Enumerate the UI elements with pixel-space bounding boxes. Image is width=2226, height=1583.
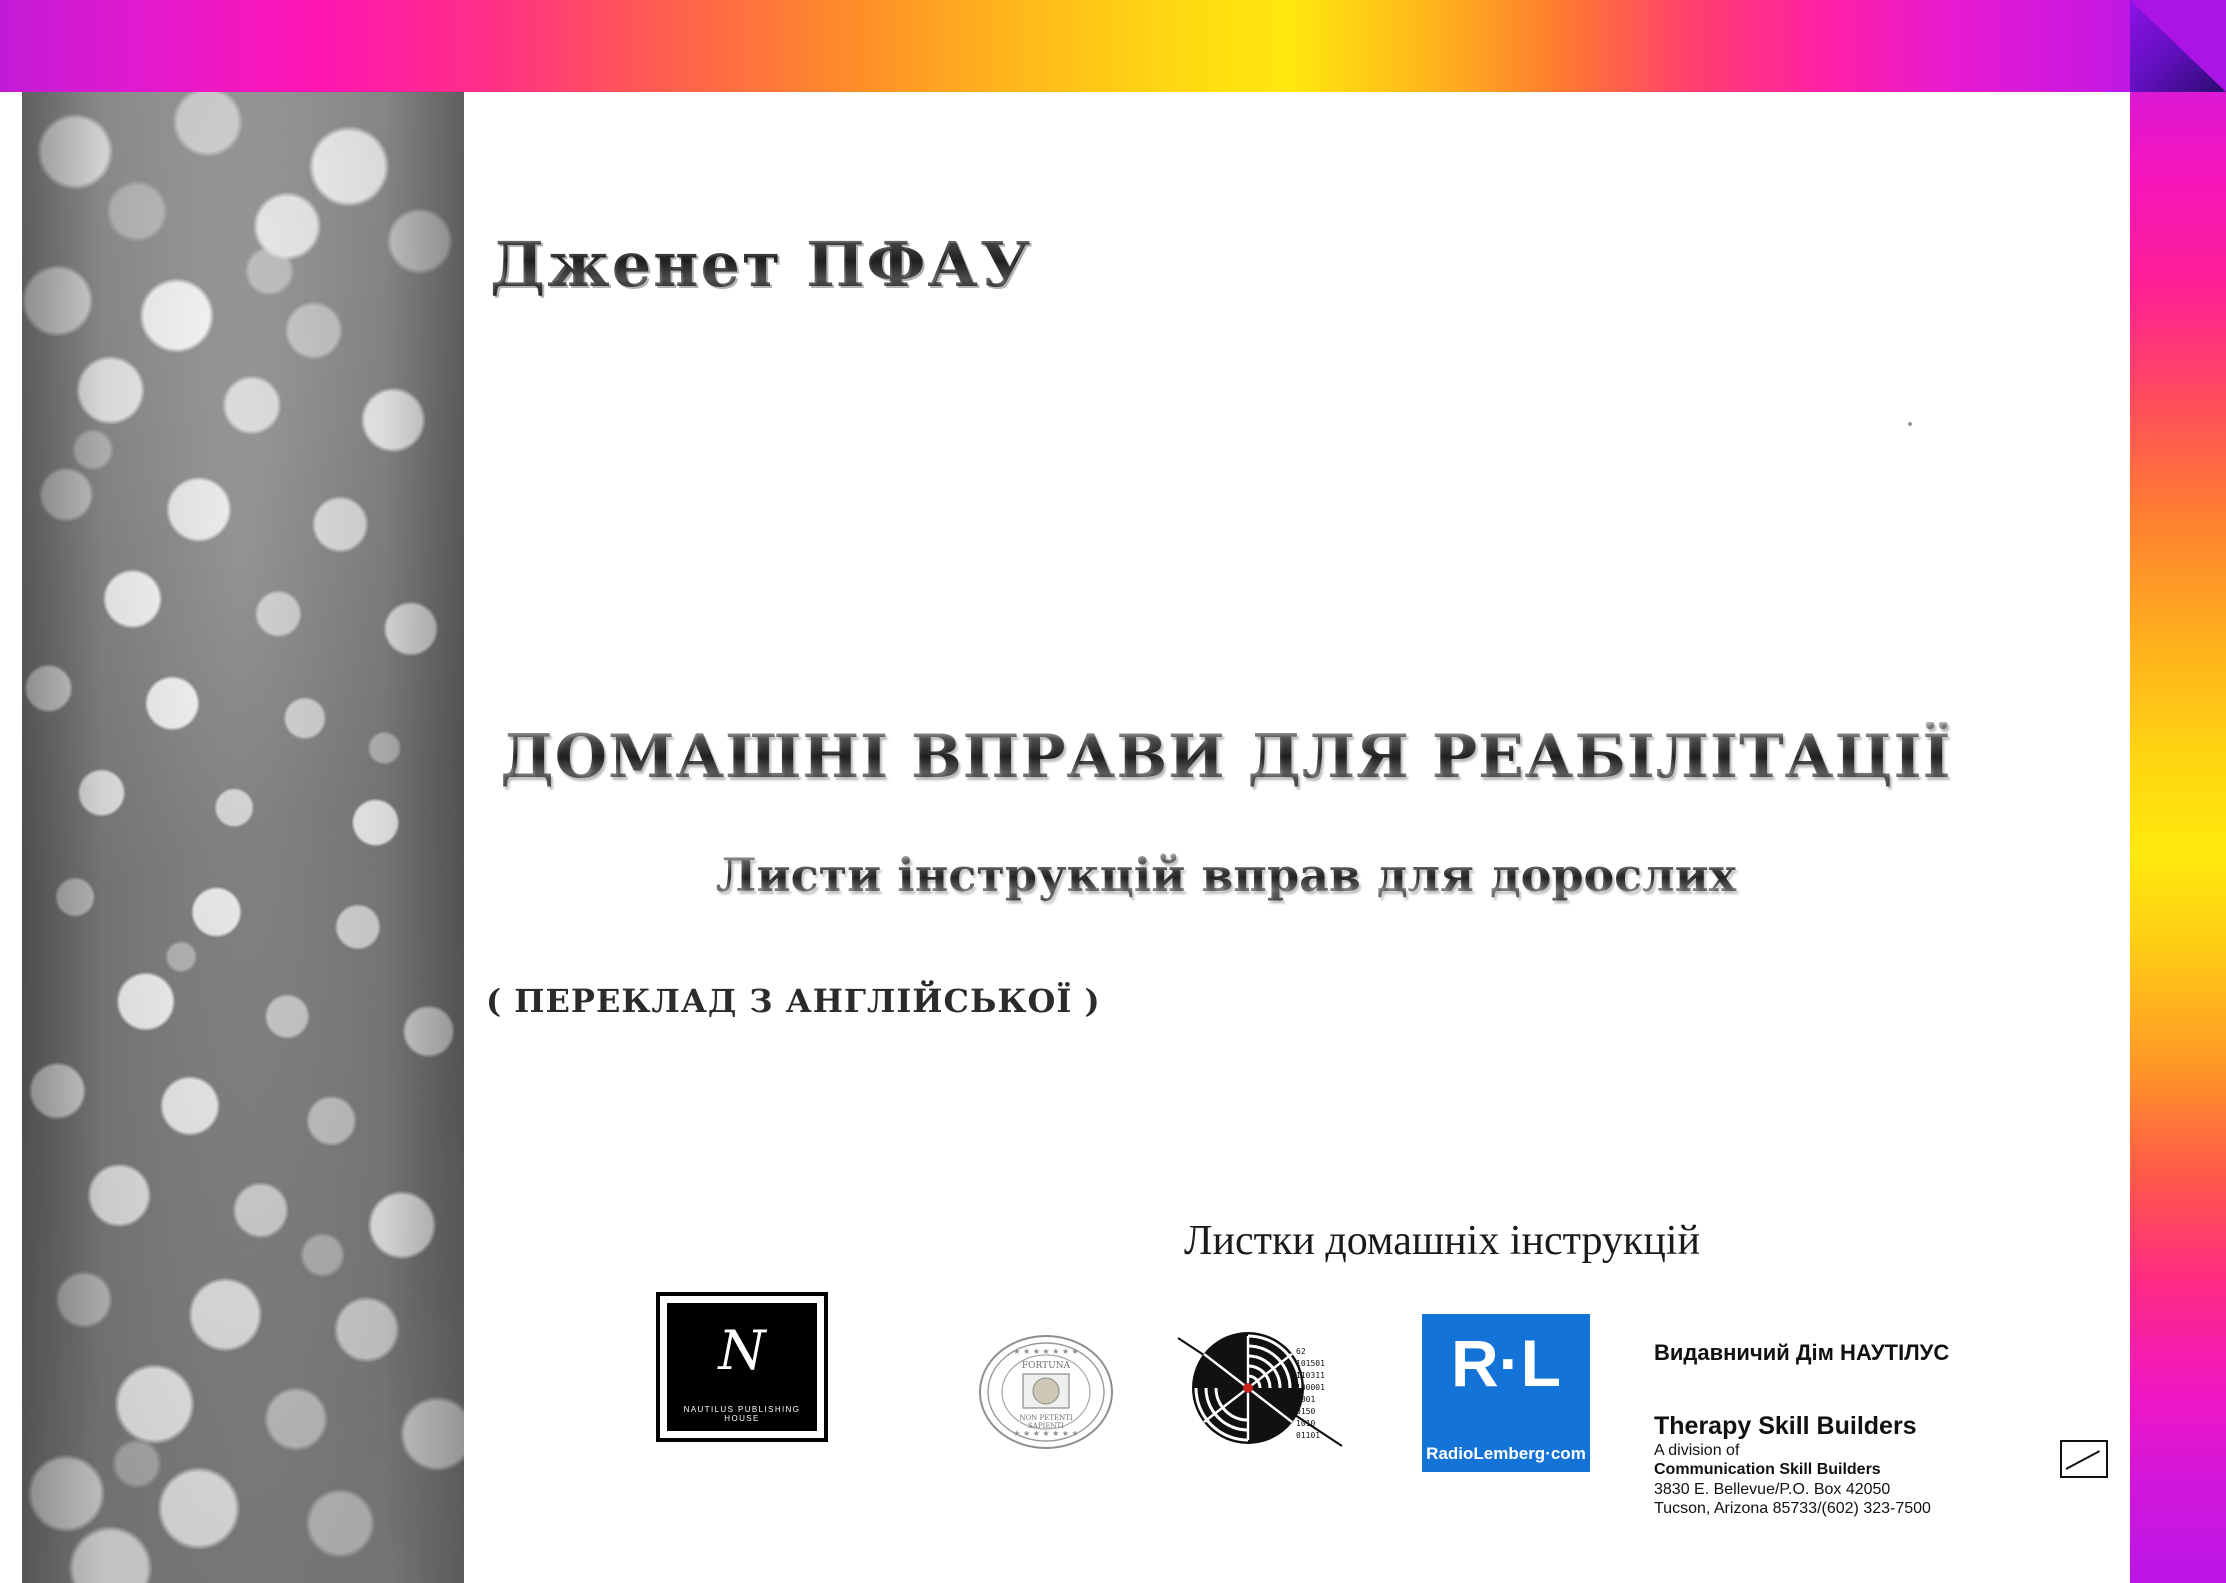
subtitle: Листи інструкцій вправ для дорослих	[476, 848, 1976, 902]
svg-text:SAPIENTI: SAPIENTI	[1028, 1422, 1064, 1430]
imprint-line-3: Tucson, Arizona 85733/(602) 323-7500	[1654, 1500, 1931, 1518]
svg-text:100001: 100001	[1296, 1383, 1325, 1392]
imprint-line-1: Communication Skill Builders	[1654, 1461, 1881, 1479]
nautilus-publishing-logo	[656, 1292, 828, 1442]
nautilus-monogram: N	[718, 1319, 766, 1382]
cover-content	[464, 92, 2130, 1583]
fortuna-seal-icon	[976, 1332, 1116, 1452]
imprint-line-0: A division of	[1654, 1441, 1740, 1459]
radiolemberg-mark	[1422, 1314, 1590, 1436]
nautilus-shell-icon	[1174, 1324, 1346, 1456]
translation-note: ( ПЕРЕКЛАД З АНГЛІЙСЬКОЇ )	[486, 982, 1101, 1020]
svg-text:1010: 1010	[1296, 1419, 1316, 1428]
imprint-line-2: 3830 E. Bellevue/P.O. Box 42050	[1654, 1480, 1891, 1498]
nautilus-logo-inner	[667, 1303, 817, 1431]
imprint-title: Therapy Skill Builders	[1654, 1412, 1917, 1440]
gravel-photo	[22, 92, 464, 1583]
svg-text:FORTUNA: FORTUNA	[1021, 1361, 1071, 1371]
svg-text:01101: 01101	[1296, 1431, 1321, 1440]
svg-text:101501: 101501	[1296, 1359, 1325, 1368]
svg-text:62: 62	[1296, 1347, 1306, 1356]
imprint-block	[1654, 1412, 2074, 1519]
stray-dot-artifact	[1908, 422, 1912, 426]
corner-notch-decoration	[2130, 0, 2226, 92]
radiolemberg-caption: RadioLemberg·com	[1422, 1436, 1590, 1472]
gravel-vignette	[22, 92, 464, 1583]
svg-text:110311: 110311	[1296, 1371, 1325, 1380]
nautilus-logo-caption: NAUTILUS PUBLISHING HOUSE	[683, 1405, 801, 1423]
right-gradient-border	[2130, 0, 2226, 1583]
top-gradient-border	[0, 0, 2226, 92]
radiolemberg-wordmark: R·L	[1451, 1326, 1561, 1400]
svg-text:★ ★ ★ ★ ★ ★ ★: ★ ★ ★ ★ ★ ★ ★	[1013, 1347, 1079, 1356]
publisher-ukrainian: Видавничий Дім НАУТІЛУС	[1654, 1340, 1950, 1365]
imprint-arrow-icon	[2060, 1440, 2108, 1478]
svg-text:★ ★ ★ ★ ★ ★ ★: ★ ★ ★ ★ ★ ★ ★	[1013, 1429, 1079, 1438]
page-title: ДОМАШНІ ВПРАВИ ДЛЯ РЕАБІЛІТАЦІЇ	[476, 722, 1976, 792]
author-name: Джeнeт ПФАУ	[490, 228, 1033, 301]
svg-text:NON PETENTI: NON PETENTI	[1019, 1414, 1073, 1422]
radiolemberg-logo[interactable]	[1422, 1314, 1590, 1472]
handout-line: Листки домашніх інструкцій	[1184, 1218, 1700, 1264]
svg-text:3001: 3001	[1296, 1395, 1316, 1404]
svg-text:0150: 0150	[1296, 1407, 1316, 1416]
